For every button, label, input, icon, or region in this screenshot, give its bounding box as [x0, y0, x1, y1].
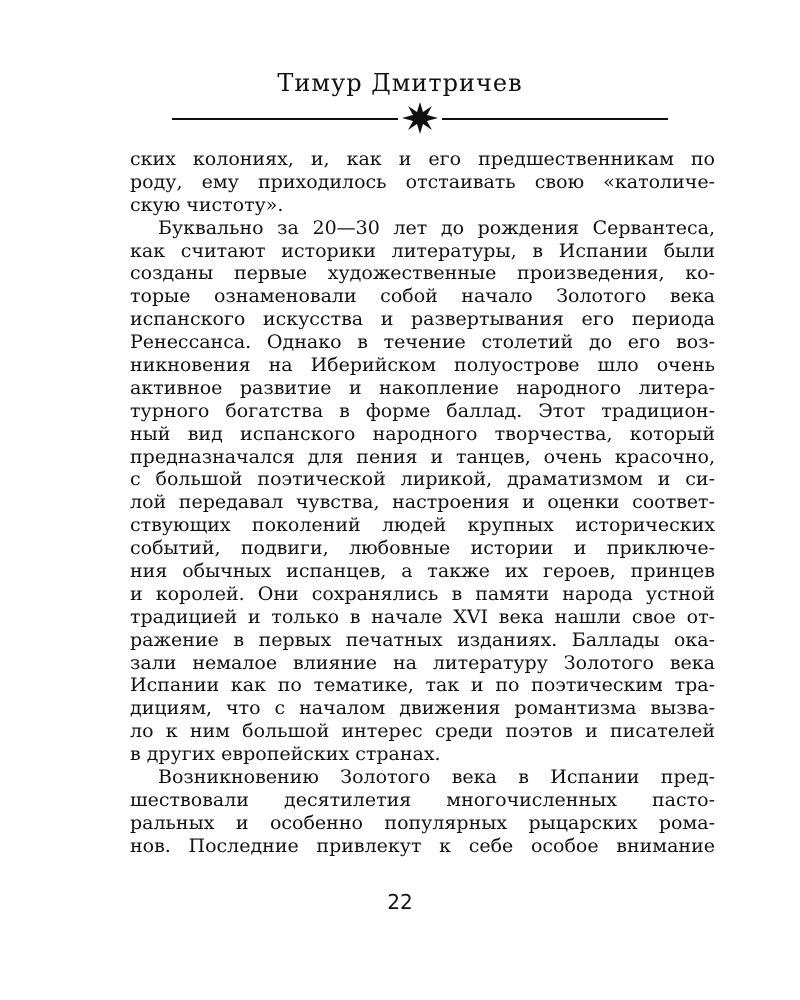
- text-line: и королей. Они сохранялись в памяти народа устной: [130, 582, 715, 605]
- text-line: ный вид испанского народного творчества, который: [130, 422, 715, 445]
- text-line: дициям, что с началом движения романтизма вызва-: [130, 697, 715, 720]
- eight-point-star-icon: [402, 102, 438, 134]
- text-line: турного богатства в форме баллад. Этот традицион-: [130, 399, 715, 422]
- text-line: никновения на Иберийском полуострове шло очень: [130, 354, 715, 377]
- text-line: лой передавал чувства, настроения и оценки соответ-: [130, 491, 715, 514]
- text-line: ствующих поколений людей крупных исторических: [130, 514, 715, 537]
- text-line: событий, подвиги, любовные истории и приключе-: [130, 537, 715, 560]
- page-number: 22: [387, 890, 413, 914]
- text-line: шествовали десятилетия многочисленных пасто-: [130, 788, 715, 811]
- text-line: скую чистоту».: [130, 193, 284, 216]
- text-line: Испании как по тематике, так и по поэтическим тра-: [130, 674, 715, 697]
- text-line: Ренессанса. Однако в течение столетий до его воз-: [130, 331, 715, 354]
- text-line: зали немалое влияние на литературу Золотого века: [130, 651, 715, 674]
- text-line: как считают историки литературы, в Испании были: [130, 239, 715, 262]
- ornament-rule-left: [172, 118, 398, 120]
- text-line: ло к ним большой интерес среди поэтов и писателей: [130, 720, 715, 743]
- text-line: с большой поэтической лирикой, драматизмом и си-: [130, 468, 715, 491]
- text-line: ния обычных испанцев, а также их героев, принцев: [130, 560, 715, 583]
- text-line: предназначался для пения и танцев, очень красочно,: [130, 445, 715, 468]
- text-line: активное развитие и накопление народного литера-: [130, 376, 715, 399]
- text-line: роду, ему приходилось отстаивать свою «католиче-: [130, 170, 715, 193]
- text-line: торые ознаменовали собой начало Золотого века: [130, 285, 715, 308]
- text-line: нов. Последние привлекут к себе особое внимание: [130, 834, 715, 857]
- text-line: испанского искусства и развертывания его периода: [130, 308, 715, 331]
- text-line: Буквально за 20—30 лет до рождения Сервантеса,: [158, 216, 715, 239]
- running-header-author: Тимур Дмитричев: [277, 69, 523, 97]
- text-line: созданы первые художественные произведения, ко-: [130, 262, 715, 285]
- text-line: ражение в первых печатных изданиях. Баллады ока-: [130, 628, 715, 651]
- body-text: [130, 148, 715, 858]
- text-line: традицией и только в начале XVI века нашли свое от-: [130, 605, 715, 628]
- text-line: ральных и особенно популярных рыцарских рома-: [130, 811, 715, 834]
- text-line: в других европейских странах.: [130, 743, 441, 766]
- header-ornament: [172, 102, 668, 134]
- ornament-rule-right: [442, 118, 668, 120]
- text-line: ских колониях, и, как и его предшественникам по: [130, 148, 715, 170]
- text-line: Возникновению Золотого века в Испании пред-: [158, 766, 715, 789]
